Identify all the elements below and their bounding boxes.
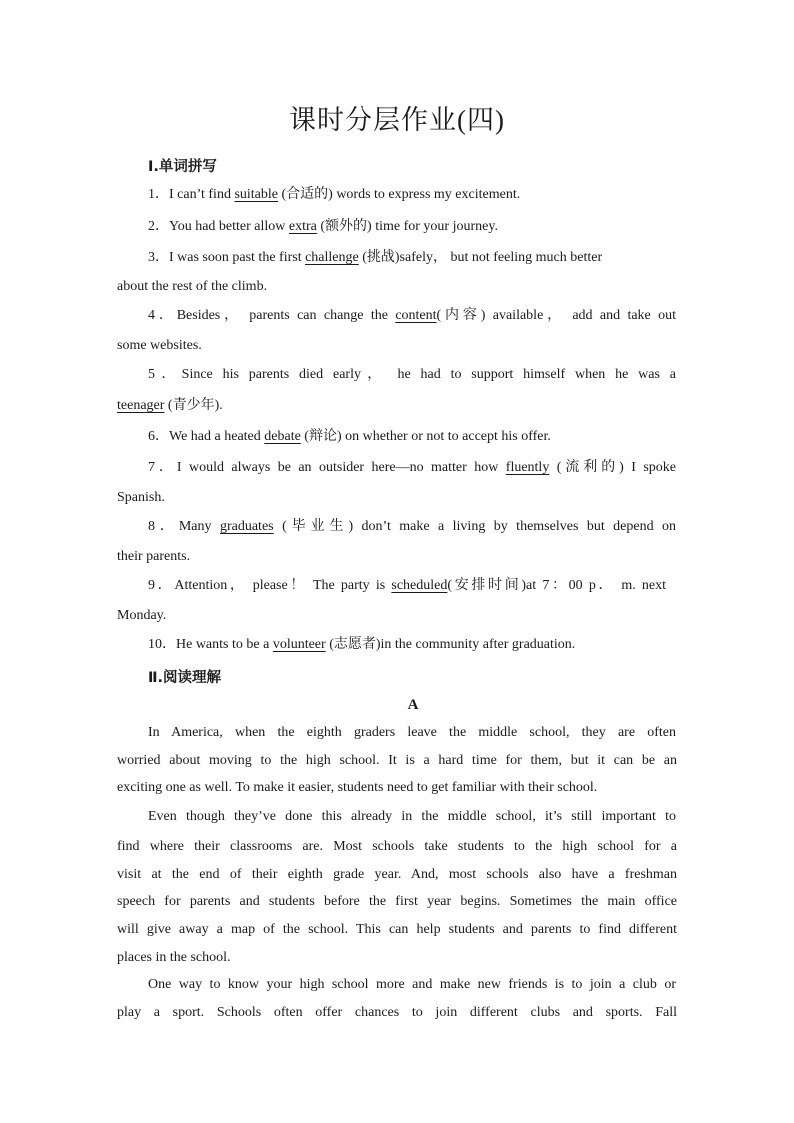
question-9 bbox=[148, 577, 666, 595]
answer-word: content bbox=[395, 308, 437, 323]
question-text: (合适的) words to express my excitement. bbox=[281, 187, 521, 202]
question-text: 3．I was soon past the first bbox=[148, 250, 302, 265]
question-7 bbox=[148, 459, 676, 477]
paragraph-2-line: find where their classrooms are. Most schools take students to the high school for a bbox=[117, 839, 677, 854]
question-2 bbox=[148, 218, 498, 236]
answer-word: extra bbox=[288, 219, 317, 234]
answer-word: suitable bbox=[234, 187, 278, 202]
question-text: (辩论) on whether or not to accept his offer. bbox=[304, 429, 551, 444]
question-text: (内容) available， add and take out bbox=[436, 308, 677, 323]
answer-word: debate bbox=[264, 429, 301, 444]
question-8 bbox=[148, 518, 676, 536]
answer-word: teenager bbox=[117, 398, 165, 413]
question-text: 6．We had a heated bbox=[148, 429, 261, 444]
question-text: 9．Attention， please！ The party is bbox=[148, 578, 386, 593]
question-6 bbox=[148, 428, 551, 446]
paragraph-1-line: exciting one as well. To make it easier, students need to get familiar with their school. bbox=[117, 780, 598, 795]
paragraph-2-line: speech for parents and students before the first year begins. Sometimes the main office bbox=[117, 894, 677, 909]
question-text: (安排时间)at 7：00 p． m. next bbox=[447, 578, 667, 593]
question-text: 7．I would always be an outsider here—no matter how bbox=[148, 460, 499, 475]
question-5-continuation bbox=[117, 397, 223, 415]
answer-word: challenge bbox=[305, 250, 359, 265]
question-text: (流利的) I spoke bbox=[556, 460, 677, 475]
page-title: 课时分层作业(四) bbox=[289, 105, 505, 135]
question-text: (挑战)safely， but not feeling much better bbox=[362, 250, 603, 265]
paragraph-3-line: One way to know your high school more and make new friends is to join a club or bbox=[148, 977, 676, 992]
answer-word: graduates bbox=[219, 519, 274, 534]
question-text: 10．He wants to be a bbox=[148, 637, 270, 652]
paragraph-2-line: will give away a map of the school. This can help students and parents to find different bbox=[117, 922, 677, 937]
paragraph-1-line: worried about moving to the high school. It is a hard time for them, but it can be an bbox=[117, 753, 677, 768]
question-text: 4．Besides， parents can change the bbox=[148, 308, 388, 323]
question-1 bbox=[148, 186, 520, 204]
question-text: 8．Many bbox=[148, 519, 212, 534]
answer-word: scheduled bbox=[391, 578, 448, 593]
paragraph-2-line: visit at the end of their eighth grade year. And, most schools also have a freshman bbox=[117, 867, 677, 882]
paragraph-3-line: play a sport. Schools often offer chances to join different clubs and sports. Fall bbox=[117, 1005, 677, 1020]
question-5: 5．Since his parents died early， he had to support himself when he was a bbox=[148, 367, 676, 382]
answer-word: fluently bbox=[505, 460, 550, 475]
question-text: 2．You had better allow bbox=[148, 219, 286, 234]
paragraph-1-line: In America, when the eighth graders leave the middle school, they are often bbox=[148, 725, 676, 740]
question-text: (志愿者)in the community after graduation. bbox=[329, 637, 576, 652]
question-8-continuation: their parents. bbox=[117, 549, 191, 564]
paragraph-2-line: Even though they’ve done this already in the middle school, it’s still important to bbox=[148, 809, 676, 824]
passage-label: A bbox=[407, 697, 419, 713]
question-10 bbox=[148, 636, 575, 654]
question-7-continuation: Spanish. bbox=[117, 490, 165, 505]
question-text: (毕业生) don’t make a living by themselves but depend on bbox=[282, 519, 677, 534]
question-4 bbox=[148, 307, 676, 325]
question-text: (额外的) time for your journey. bbox=[320, 219, 498, 234]
question-3 bbox=[148, 249, 602, 267]
question-text: 1．I can’t find bbox=[148, 187, 231, 202]
answer-word: volunteer bbox=[272, 637, 326, 652]
question-4-continuation: some websites. bbox=[117, 338, 202, 353]
question-text: (青少年). bbox=[167, 398, 223, 413]
paragraph-2-line: places in the school. bbox=[117, 950, 231, 965]
question-3-continuation: about the rest of the climb. bbox=[117, 279, 268, 294]
section-heading-reading: Ⅱ.阅读理解 bbox=[148, 670, 222, 686]
question-9-continuation: Monday. bbox=[117, 608, 167, 623]
section-heading-spelling: Ⅰ.单词拼写 bbox=[148, 159, 217, 175]
